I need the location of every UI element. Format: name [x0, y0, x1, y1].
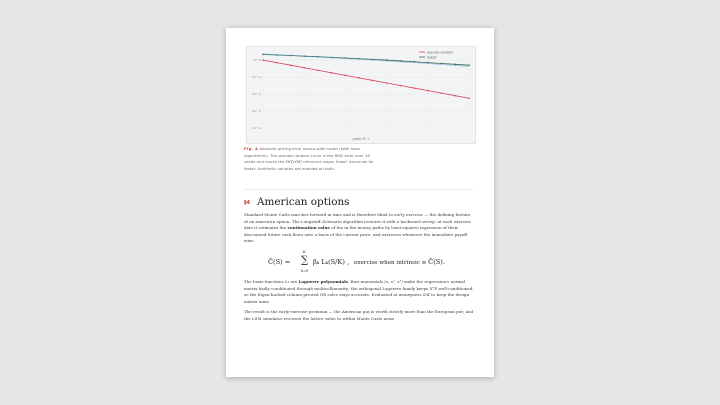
- data-point-pseudo-random: [345, 75, 347, 77]
- data-point-sobol-: [441, 63, 443, 65]
- equation-lhs: Ĉ(S) =: [268, 258, 291, 266]
- data-point-pseudo-random: [386, 82, 388, 84]
- text: The basis functions: [244, 279, 286, 284]
- summation: [300, 250, 312, 276]
- bold-continuation-value: continuation value: [287, 225, 330, 231]
- section-title: American options: [257, 196, 350, 208]
- caption-math: O(1/√N): [285, 159, 302, 164]
- data-point-pseudo-random: [427, 90, 429, 92]
- equation-rhs: βₖ Lₖ(S/K) ,: [313, 258, 350, 266]
- section-number: §4: [244, 200, 250, 206]
- condition-text: exercise when intrinsic ≥: [354, 260, 429, 266]
- display-equation: [266, 250, 466, 276]
- series-line-pseudo-random: [263, 60, 469, 98]
- data-point-sobol-: [454, 64, 456, 66]
- text: — the defining feature of an American option. The Longstaff–Schwartz algorithm restores it with a backward sweep: at each exercise date it estimates the: [244, 212, 471, 231]
- text: well-conditioned, so the Eigen-backed column-pivoted QR solve stays accurate. Evaluated at moneyness: [244, 285, 474, 298]
- chart-grid: [263, 55, 469, 133]
- x-axis-label: paths M →: [352, 137, 370, 141]
- paragraph-intro: [244, 212, 474, 245]
- data-point-pseudo-random: [262, 59, 264, 61]
- data-point-pseudo-random: [413, 87, 415, 89]
- data-point-pseudo-random: [276, 62, 278, 64]
- paragraph-basis: [244, 279, 474, 305]
- equation-condition: [354, 258, 445, 266]
- data-point-pseudo-random: [468, 97, 470, 99]
- legend-label-pseudo-random: pseudo-random: [427, 50, 454, 55]
- sum-sign: ∑: [301, 255, 309, 266]
- emphasis-early-exercise: early exercise: [394, 212, 423, 217]
- convergence-chart: [247, 47, 475, 143]
- data-point-pseudo-random: [372, 80, 374, 82]
- math-inline: Lₖ: [285, 279, 290, 284]
- data-point-pseudo-random: [400, 85, 402, 87]
- sum-lower-limit: k=0: [301, 269, 309, 273]
- figure-error-convergence: [246, 46, 476, 144]
- legend-label-sobol: Sobol': [427, 55, 438, 60]
- series-line-sobol-: [263, 54, 469, 65]
- y-tick-label: 10^-1: [251, 75, 261, 80]
- y-tick-label: 10^-2: [251, 92, 261, 97]
- data-point-pseudo-random: [290, 64, 292, 66]
- text: of the in-the-money paths by least-squares regression of their discounted future cash flows onto a basis of the current price, and exercises whenever the immediate payoff wins.: [244, 225, 468, 244]
- caption-text-1: Absolute pricing error versus path count (both axes logarithmic). The pseudo-random curve is the RMS error over 16 seeds and tracks the: [244, 146, 370, 164]
- data-point-pseudo-random: [454, 95, 456, 97]
- text: to keep the design matrix tame.: [244, 292, 470, 304]
- math-inline: XᵀX: [429, 285, 438, 291]
- data-point-pseudo-random: [317, 69, 319, 71]
- document-page: [226, 28, 494, 377]
- paragraph-result: [244, 309, 474, 322]
- data-point-pseudo-random: [358, 77, 360, 79]
- chart-legend: [419, 50, 453, 59]
- y-tick-label: 10^-3: [251, 109, 261, 114]
- figure-label: Fig. 4: [244, 146, 259, 151]
- text: are: [289, 279, 299, 284]
- text: . Raw monomials: [347, 279, 385, 284]
- sum-upper-limit: K: [303, 250, 306, 254]
- data-point-pseudo-random: [331, 72, 333, 74]
- figure-caption: [244, 146, 378, 172]
- condition-math: Ĉ(S).: [428, 258, 445, 266]
- math-inline: S/K: [422, 292, 430, 298]
- y-tick-label: 10^-4: [251, 126, 261, 131]
- data-point-pseudo-random: [441, 92, 443, 94]
- data-point-sobol-: [468, 64, 470, 66]
- chart-series: [262, 54, 470, 99]
- bold-laguerre: Laguerre polynomials: [298, 279, 348, 284]
- y-tick-label: 10^0: [252, 58, 261, 63]
- data-point-pseudo-random: [303, 67, 305, 69]
- math-inline: (x, x², x³): [384, 279, 403, 284]
- section-divider: [244, 189, 474, 190]
- text: make the regression's normal matrix badly conditioned through multicollinearity; the orthogonal Laguerre family keeps: [244, 279, 466, 291]
- caption-text-2: reference slope; Sobol' descends far faster. Antithetic variates are enabled on both.: [244, 159, 374, 171]
- text: The result is the early-exercise premium — the American put is worth strictly more than the European put; and the LSM simulator recovers the lattice value to within Monte Carlo noise.: [244, 309, 474, 321]
- text: Standard Monte Carlo marches forward in time and is therefore blind to: [244, 212, 395, 217]
- y-tick-labels: [252, 58, 261, 130]
